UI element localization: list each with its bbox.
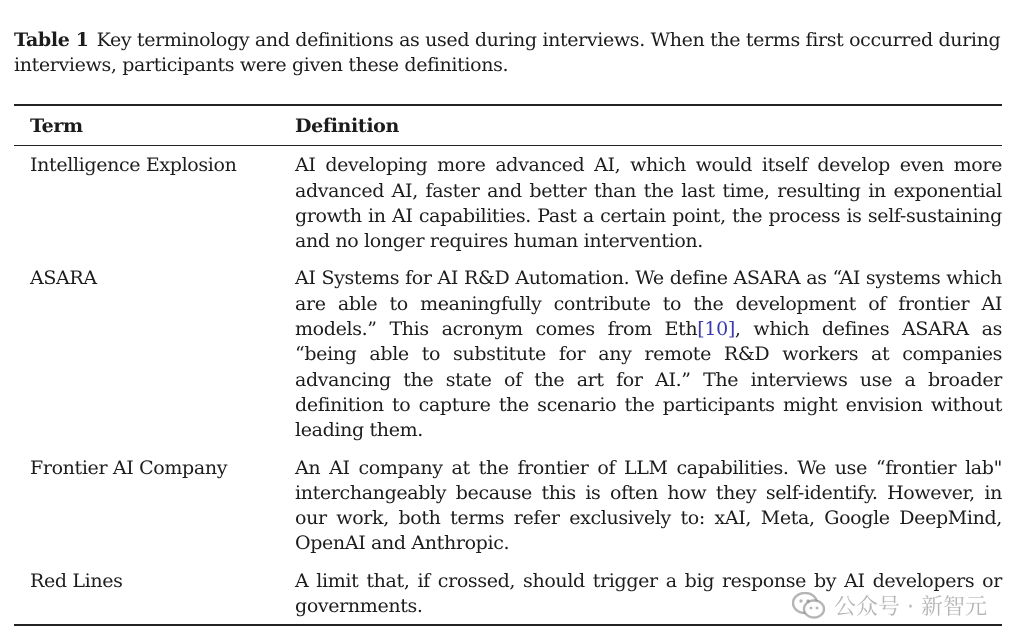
terminology-table bbox=[14, 104, 1002, 626]
table-caption bbox=[14, 28, 1006, 78]
watermark-text: 公众号 · 新智元 bbox=[834, 595, 987, 620]
table-row bbox=[14, 562, 1002, 625]
table-row bbox=[14, 449, 1002, 562]
term-cell: Intelligence Explosion bbox=[30, 154, 237, 177]
table-row bbox=[14, 259, 1002, 448]
term-cell: Frontier AI Company bbox=[30, 456, 228, 479]
table-row bbox=[14, 146, 1002, 259]
table-bottom-rule bbox=[14, 624, 1002, 626]
definition-cell bbox=[278, 266, 1002, 443]
header-definition: Definition bbox=[295, 115, 399, 137]
table-label: Table 1 bbox=[14, 29, 89, 51]
caption-text: Key terminology and definitions as used during interviews. When the terms first occurred during interviews, participants were given these definitions. bbox=[14, 29, 1001, 76]
definition-cell: An AI company at the frontier of LLM capabilities. We use “frontier lab" interchangeably because this is often how they self-identify. However, in our work, both terms refer exclusively to: xAI, Meta, Google DeepMind, OpenAI and Anthropic. bbox=[295, 456, 1002, 555]
table-header-row bbox=[14, 106, 1002, 145]
citation-link[interactable]: [10] bbox=[697, 318, 735, 341]
definition-text: AI Systems for AI R&D Automation. We define ASARA as “AI systems which are able to meaningfully contribute to the development of frontier AI models.” This acronym comes from Eth bbox=[295, 267, 1002, 341]
term-cell: Red Lines bbox=[30, 569, 123, 592]
term-cell: ASARA bbox=[30, 267, 97, 290]
definition-text: , which defines ASARA as “being able to substitute for any remote R&D workers at companies advancing the state of the art for AI.” The interviews use a broader definition to capture the scenario the participants might envision without leading them. bbox=[295, 318, 1002, 442]
definition-cell: A limit that, if crossed, should trigger a big response by AI developers or governments. bbox=[295, 569, 1002, 618]
header-term: Term bbox=[30, 115, 83, 137]
definition-cell: AI developing more advanced AI, which would itself develop even more advanced AI, faster and better than the last time, resulting in exponential growth in AI capabilities. Past a certain point, the process is self-sustaining and no longer requires human intervention. bbox=[295, 154, 1002, 253]
